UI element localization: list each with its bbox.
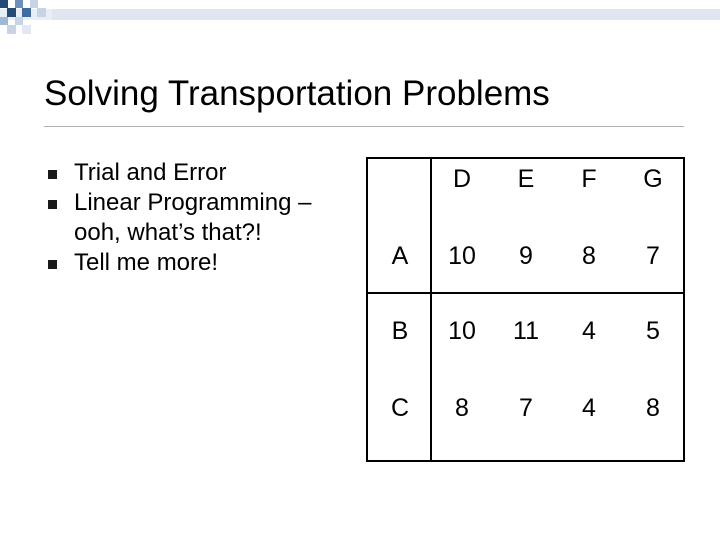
table-cell: 10 [448, 317, 476, 345]
bullet-square-icon [48, 260, 57, 269]
table-cell: 10 [448, 242, 476, 270]
cost-table [366, 157, 685, 462]
table-cell: 7 [519, 394, 533, 422]
table-cell: 8 [646, 394, 660, 422]
bullet-item [44, 158, 364, 188]
table-cell: 4 [582, 317, 596, 345]
bullet-square-icon [48, 200, 57, 209]
slide-title: Solving Transportation Problems [44, 74, 550, 113]
column-header: D [452, 165, 472, 193]
table-cell: 4 [582, 394, 596, 422]
table-cell: 8 [455, 394, 469, 422]
table-cell: 7 [646, 242, 660, 270]
bullet-text: Trial and Error [74, 159, 227, 186]
column-header: E [517, 165, 535, 193]
bullet-text: Linear Programming – [74, 189, 312, 216]
table-cell: 9 [519, 242, 533, 270]
table-cell: 8 [582, 242, 596, 270]
bullet-text: Tell me more! [74, 249, 219, 276]
bullet-item [44, 188, 364, 248]
bullet-item [44, 248, 364, 278]
title-divider [44, 126, 684, 127]
column-header: F [581, 165, 597, 193]
table-divider-horizontal [368, 292, 683, 294]
bullet-text-continuation: ooh, what’s that?! [74, 219, 262, 246]
row-label: B [391, 317, 409, 345]
column-header: G [643, 165, 663, 193]
row-label: A [391, 242, 409, 270]
bullet-square-icon [48, 170, 57, 179]
table-cell: 11 [513, 317, 539, 345]
bullet-list [44, 158, 364, 278]
header-decoration [0, 0, 720, 50]
row-label: C [390, 394, 410, 422]
table-cell: 5 [646, 317, 660, 345]
